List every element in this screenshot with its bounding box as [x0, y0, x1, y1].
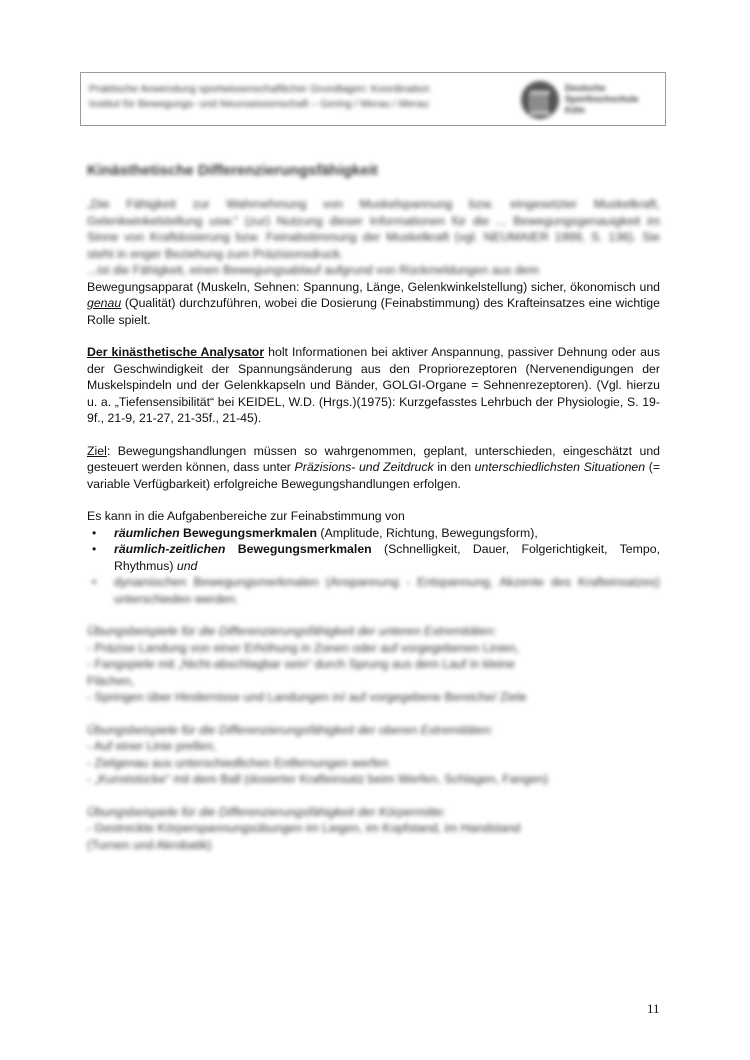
- list-item: • dynamischen Bewegungsmerkmalen (Anspannung - Entspannung, Akzente des Krafteinsatzes) unterschieden werden.: [114, 574, 660, 607]
- logo-line-1: Deutsche: [565, 83, 606, 93]
- goal-paragraph: [87, 443, 660, 493]
- examples-upper-heading: Übungsbeispiele für die Differenzierungsfähigkeit der oberen Extremitäten:: [87, 722, 494, 737]
- task-list: [87, 525, 660, 608]
- examples-lower: [87, 623, 660, 706]
- intro-blurred-tail: ...ist die Fähigkeit, einen Bewegungsablauf aufgrund von Rückmeldungen aus dem: [87, 263, 539, 277]
- examples-core: [87, 804, 660, 854]
- goal-text-1: : Bewegungshandlungen müssen so wahrgenommen, geplant, unterschieden, eingeschätzt und gesteuert werden können, dass unter: [87, 443, 660, 474]
- logo-line-2: Sporthochschule: [565, 94, 639, 104]
- list-item: - Springen über Hindernisse und Landungen in/ auf vorgegebene Bereiche/ Ziele: [87, 690, 527, 704]
- list-item: [114, 525, 660, 542]
- document-header: [80, 72, 666, 126]
- analyzer-paragraph: [87, 344, 660, 427]
- examples-upper: [87, 722, 660, 788]
- intro-blurred: „Die Fähigkeit zur Wahrnehmung von Muskelspannung bzw. eingesetzter Muskelkraft, Gelenkwinkelstellung usw.“ (zur) Nutzung dieser Informationen für die ... Bewegungsgenauigkeit im Sinne von Kraftdosierung bzw. Feinabstimmung der Muskelkraft (vgl. NEUMAIER 1999, S. 136). Sie steht in enger Beziehung zum Präzisionsdruck.: [87, 197, 660, 261]
- bullet-2-emphasis: räumlich-zeitlichen: [114, 542, 226, 556]
- goal-emphasis-1: Präzisions- und Zeitdruck: [294, 460, 434, 474]
- goal-emphasis-2: unterschiedlichsten Situationen: [474, 460, 646, 474]
- page-title: Kinästhetische Differenzierungsfähigkeit: [87, 162, 378, 179]
- goal-text-3: (= variable Verfügbarkeit) erfolgreiche Bewegungshandlungen erfolgen.: [87, 460, 661, 491]
- goal-label: Ziel: [87, 443, 107, 458]
- list-item: - Auf einer Linie prellen,: [87, 739, 217, 753]
- list-item: - „Kunststücke“ mit dem Ball (dosierter Krafteinsatz beim Werfen, Schlagen, Fangen): [87, 772, 549, 786]
- university-logo-icon: [521, 81, 559, 119]
- list-item: - Präzise Landung von einer Erhöhung in Zonen oder auf vorgegebenen Linien,: [87, 640, 520, 655]
- list-item: [114, 541, 660, 574]
- intro-line-a: Bewegungsapparat (Muskeln, Sehnen: Spannung, Länge, Gelenkwinkelstellung) sicher, ökonomisch: [87, 279, 636, 294]
- tasks-intro: Es kann in die Aufgabenbereiche zur Feinabstimmung von: [87, 509, 405, 523]
- logo-line-3: Köln: [565, 105, 585, 115]
- header-line-2: Institut für Bewegungs- und Neurowissenschaft – Gering / Merau / Merau: [89, 98, 429, 110]
- list-item: (Turnen und Akrobatik): [87, 837, 212, 852]
- bullet-2-rest: (Schnelligkeit, Dauer, Folgerichtigkeit, Tempo, Rhythmus): [114, 542, 660, 573]
- header-line-1: Praktische Anwendung sportwissenschaftlicher Grundlagen: Koordination: [89, 83, 430, 95]
- analyzer-label: Der kinästhetische Analysator: [87, 345, 265, 359]
- analyzer-text: holt Informationen bei aktiver Anspannung, passiver Dehnung oder aus der Geschwindigkeit der Spannungsänderung aus den Propriorezeptoren (Nervenendigungen der Muskelspindeln und der Gelenkkapseln und Bänder, GOLGI-Organe = Sehnenrezeptoren). (Vgl. hierzu u. a. „Tiefensensibilität“ bei KEIDEL, W.D. (Hrgs.)(1975): Kurzgefasstes Lehrbuch der Physiologie, S. 19-9f., 21-9, 21-27, 21-35f., 21-45).: [87, 345, 660, 425]
- bullet-1-emphasis: räumlichen: [114, 525, 180, 540]
- list-item: - Fangspiele mit „Nicht-abschlagbar sein“ durch Sprung aus dem Lauf in kleine: [87, 657, 515, 671]
- goal-text-2: in den: [433, 460, 475, 474]
- header-text: [89, 82, 430, 112]
- list-item: Flächen,: [87, 673, 135, 688]
- document-body: [87, 196, 660, 853]
- page-number: 11: [647, 1001, 660, 1016]
- intro-line-b-post: (Qualität) durchzuführen, wobei die Dosierung (Feinabstimmung) des Krafteinsatzes eine wichtige Rolle spielt.: [87, 296, 660, 327]
- bullet-2-strong: Bewegungsmerkmalen: [225, 542, 372, 556]
- examples-lower-heading: Übungsbeispiele für die Differenzierungsfähigkeit der unteren Extremitäten:: [87, 624, 497, 638]
- intro-emphasis: genau: [87, 296, 122, 310]
- logo-text: [565, 83, 639, 116]
- bullet-2-und: und: [176, 558, 198, 573]
- bullet-1-rest: (Amplitude, Richtung, Bewegungsform),: [316, 525, 538, 540]
- list-item: - Gestreckte Körperspannungsübungen im Liegen, im Kopfstand, im Handstand: [87, 821, 521, 835]
- examples-core-heading: Übungsbeispiele für die Differenzierungsfähigkeit der Körpermitte:: [87, 804, 446, 819]
- intro-paragraph: [87, 279, 660, 329]
- intro-line-b-pre: und: [639, 279, 661, 294]
- list-item: - Zielgenau aus unterschiedlichen Entfernungen werfen: [87, 755, 389, 770]
- bullet-1-strong: Bewegungsmerkmalen: [179, 525, 317, 540]
